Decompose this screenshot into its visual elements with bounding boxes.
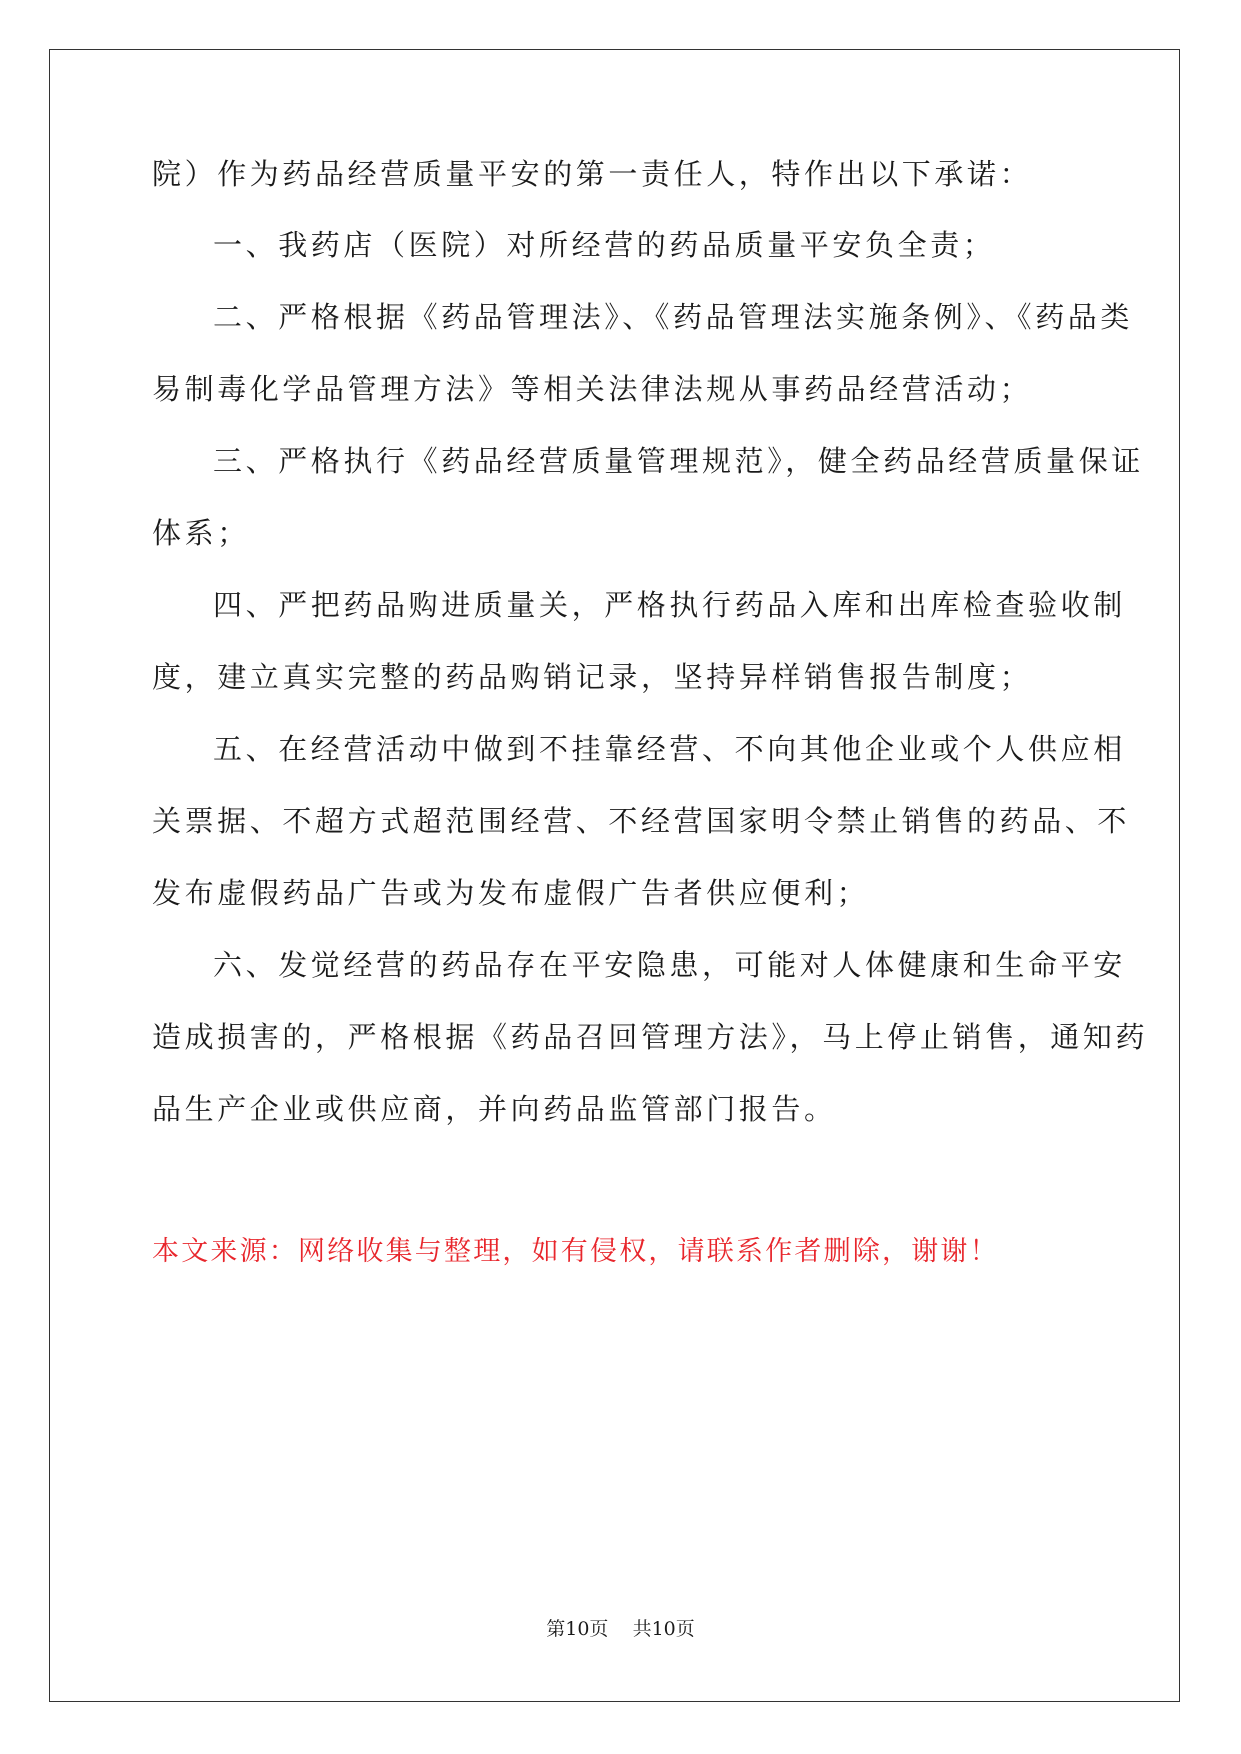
paragraph-line: 三、严格执行《药品经营质量管理规范》，健全药品经营质量保证 [213,444,1144,478]
paragraph-line: 五、在经营活动中做到不挂靠经营、不向其他企业或个人供应相 [213,732,1126,766]
paragraph-line: 品生产企业或供应商，并向药品监管部门报告。 [152,1092,837,1126]
paragraph-line: 造成损害的，严格根据《药品召回管理方法》，马上停止销售，通知药 [152,1020,1149,1054]
paragraph-line: 一、我药店（医院）对所经营的药品质量平安负全责； [213,228,996,262]
paragraph-line: 院）作为药品经营质量平安的第一责任人，特作出以下承诺： [152,157,1033,191]
paragraph-line: 易制毒化学品管理方法》等相关法律法规从事药品经营活动； [152,372,1033,406]
paragraph-line: 体系； [152,516,250,550]
paragraph-line: 关票据、不超方式超范围经营、不经营国家明令禁止销售的药品、不 [152,804,1131,838]
paragraph-line: 六、发觉经营的药品存在平安隐患，可能对人体健康和生命平安 [213,948,1126,982]
page-footer: 第10页 共10页 [546,1618,695,1640]
paragraph-line: 度，建立真实完整的药品购销记录，坚持异样销售报告制度； [152,660,1033,694]
paragraph-line: 四、严把药品购进质量关，严格执行药品入库和出库检查验收制 [213,588,1126,622]
source-note: 本文来源：网络收集与整理，如有侵权，请联系作者删除，谢谢！ [152,1236,999,1267]
paragraph-line: 二、严格根据《药品管理法》、《药品管理法实施条例》、《药品类 [213,300,1134,334]
paragraph-line: 发布虚假药品广告或为发布虚假广告者供应便利； [152,876,870,910]
